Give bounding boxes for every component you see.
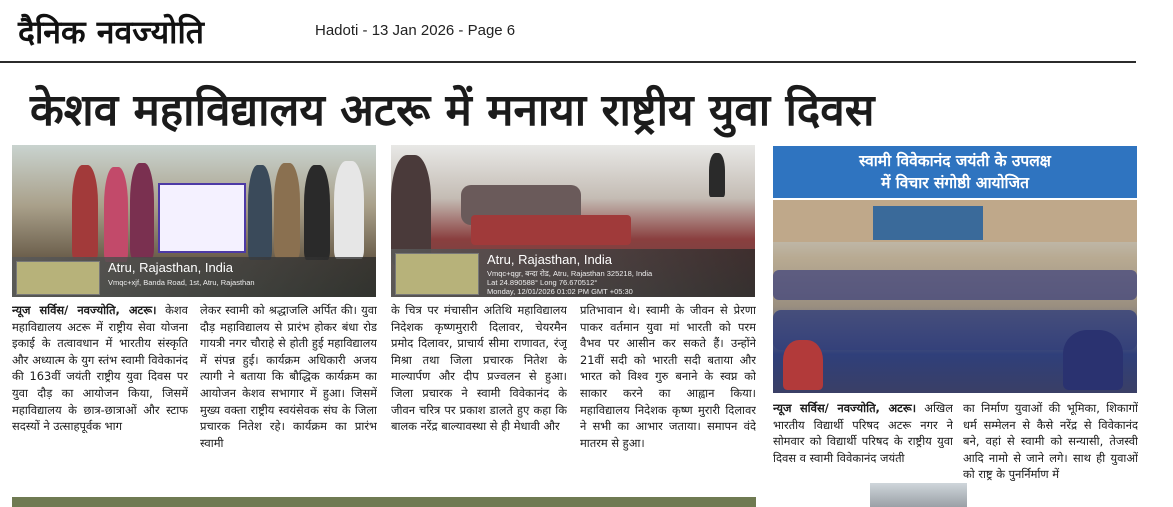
edition-info: Hadoti - 13 Jan 2026 - Page 6 (315, 22, 516, 39)
geotag-timestamp: Monday, 12/01/2026 01:02 PM GMT +05:30 (487, 287, 633, 296)
article-column-3: के चित्र पर मंचासीन अतिथि महाविद्यालय निदेशक कृष्णमुरारी दिलावर, चेयरमैन प्रमोद दिलावर, प्राचार्य सीमा राणावत, रंजू मिश्रा तथा जिला प्रचारक नितेश के माल्यार्पण और दीप प्रज्वलन से हुआ। जिला प्रचारक ने स्वामी विवेकानंद के जीवन चरित्र पर प्रकाश डालते हुए कहा कि बालक नरेंद्र बाल्यावस्था से ही मेधावी और (391, 303, 567, 434)
article-column-4: प्रतिभावान थे। स्वामी के जीवन से प्रेरणा पाकर वर्तमान युवा मां भारती को परम वैभव पर आसीन कर सकते हैं। उन्होंने 21वीं सदी को भारती सदी बताया और भारत को विश्व गुरु बनाने के स्वप्न को साकार करने का आह्वान किया। महाविद्यालय निदेशक कृष्ण मुरारी दिलावर ने सभी का आभार जताया। समापन वंदे मातरम से हुआ। (580, 303, 756, 450)
newspaper-masthead: दैनिक नवज्योति (18, 13, 204, 51)
photo-figure (783, 340, 823, 390)
article-column-2: लेकर स्वामी को श्रद्धाजलि अर्पित की। युवा दौड़ महाविद्यालय से प्रारंभ होकर बंधा रोड गायत्री नगर चौराहे से होती हुई महाविद्यालय में संपन्न हुई। कार्यक्रम अधिकारी अजय त्यागी ने बताया कि बौद्धिक कार्यक्रम का आयोजन केशव सभागार में हुआ। जिसमें मुख्य वक्ता राष्ट्रीय स्वयंसेवक संघ के जिला प्रचारक नितेश रहे। कार्यक्रम का प्रारंभ स्वामी (200, 303, 377, 450)
photo-figure (274, 163, 300, 258)
side-article-photo-thumbnail (870, 483, 967, 507)
side-article-dateline: न्यूज सर्विस/ नवज्योति, अटरू। (773, 401, 917, 415)
sidebar-subhead-box (773, 146, 1137, 198)
header-rule (0, 61, 1136, 63)
photo-figure (72, 165, 98, 260)
geotag-map-thumbnail (16, 261, 100, 295)
photo-figure (304, 165, 330, 260)
article-headline: केशव महाविद्यालय अटरू में मनाया राष्ट्रीय युवा दिवस (30, 85, 875, 136)
photo-figure (130, 163, 154, 258)
photo-figure (873, 206, 983, 240)
article-column-1 (12, 302, 188, 497)
photo-figure (1063, 330, 1123, 390)
sidebar-subhead-line1: स्वामी विवेकानंद जयंती के उपलक्ष (859, 152, 1051, 170)
geotag-location: Atru, Rajasthan, India (108, 260, 234, 275)
photo-geotag (12, 257, 376, 297)
photo-geotag (391, 249, 755, 297)
photo-figure (773, 270, 1137, 300)
photo-figure (709, 153, 725, 197)
photo-seminar-courtyard (773, 200, 1137, 393)
article-dateline: न्यूज सर्विस/ नवज्योति, अटरू। (12, 303, 157, 317)
geotag-map-thumbnail (395, 253, 479, 295)
geotag-address: Vmqc+qgr, बन्दा रोड, Atru, Rajasthan 325218, India (487, 269, 653, 278)
photo-seminar-hall (391, 145, 755, 297)
side-article-column-1-text: अखिल भारतीय विद्यार्थी परिषद अटरू नगर ने सोमवार को विद्यार्थी परिषद के राष्ट्रीय युवा दिवस व स्वामी विवेकानंद जयंती (773, 401, 953, 465)
photo-figure (471, 215, 631, 245)
sidebar-subhead-line2: में विचार संगोष्ठी आयोजित (881, 174, 1029, 192)
bottom-article-strip (12, 497, 756, 507)
photo-figure (104, 167, 128, 262)
side-article-column-2: का निर्माण युवाओं की भूमिका, शिकागों धर्म सम्मेलन से कैसे नरेंद्र से विवेकानंद बने, वहां से स्वामी को सन्यासी, तेजस्वी आदि नामो से जाने लगे। साथ ही युवाओं को राष्ट्र के पुनर्निर्माण में (963, 401, 1138, 482)
geotag-location: Atru, Rajasthan, India (487, 252, 613, 267)
photo-youth-run-group (12, 145, 376, 297)
article-column-1-text: केशव महाविद्यालय अटरू में राष्ट्रीय सेवा योजना इकाई के तत्वावधान में भारतीय संस्कृति और अध्यात्म के युग स्तंभ स्वामी विवेकानंद की 163वीं जयंती राष्ट्रीय युवा दिवस पर युवा दौड़ का आयोजन किया, जिसमें महाविद्यालय के छात्र-छात्राओं और स्टाफ सदस्यों ने उत्साहपूर्वक भाग (12, 303, 188, 434)
geotag-coordinates: Lat 24.890588° Long 76.670512° (487, 278, 598, 287)
photo-figure (248, 165, 272, 260)
photo-banner (158, 183, 246, 253)
photo-figure (334, 161, 364, 259)
geotag-address: Vmqc+xjf, Banda Road, 1st, Atru, Rajasthan (108, 278, 255, 287)
